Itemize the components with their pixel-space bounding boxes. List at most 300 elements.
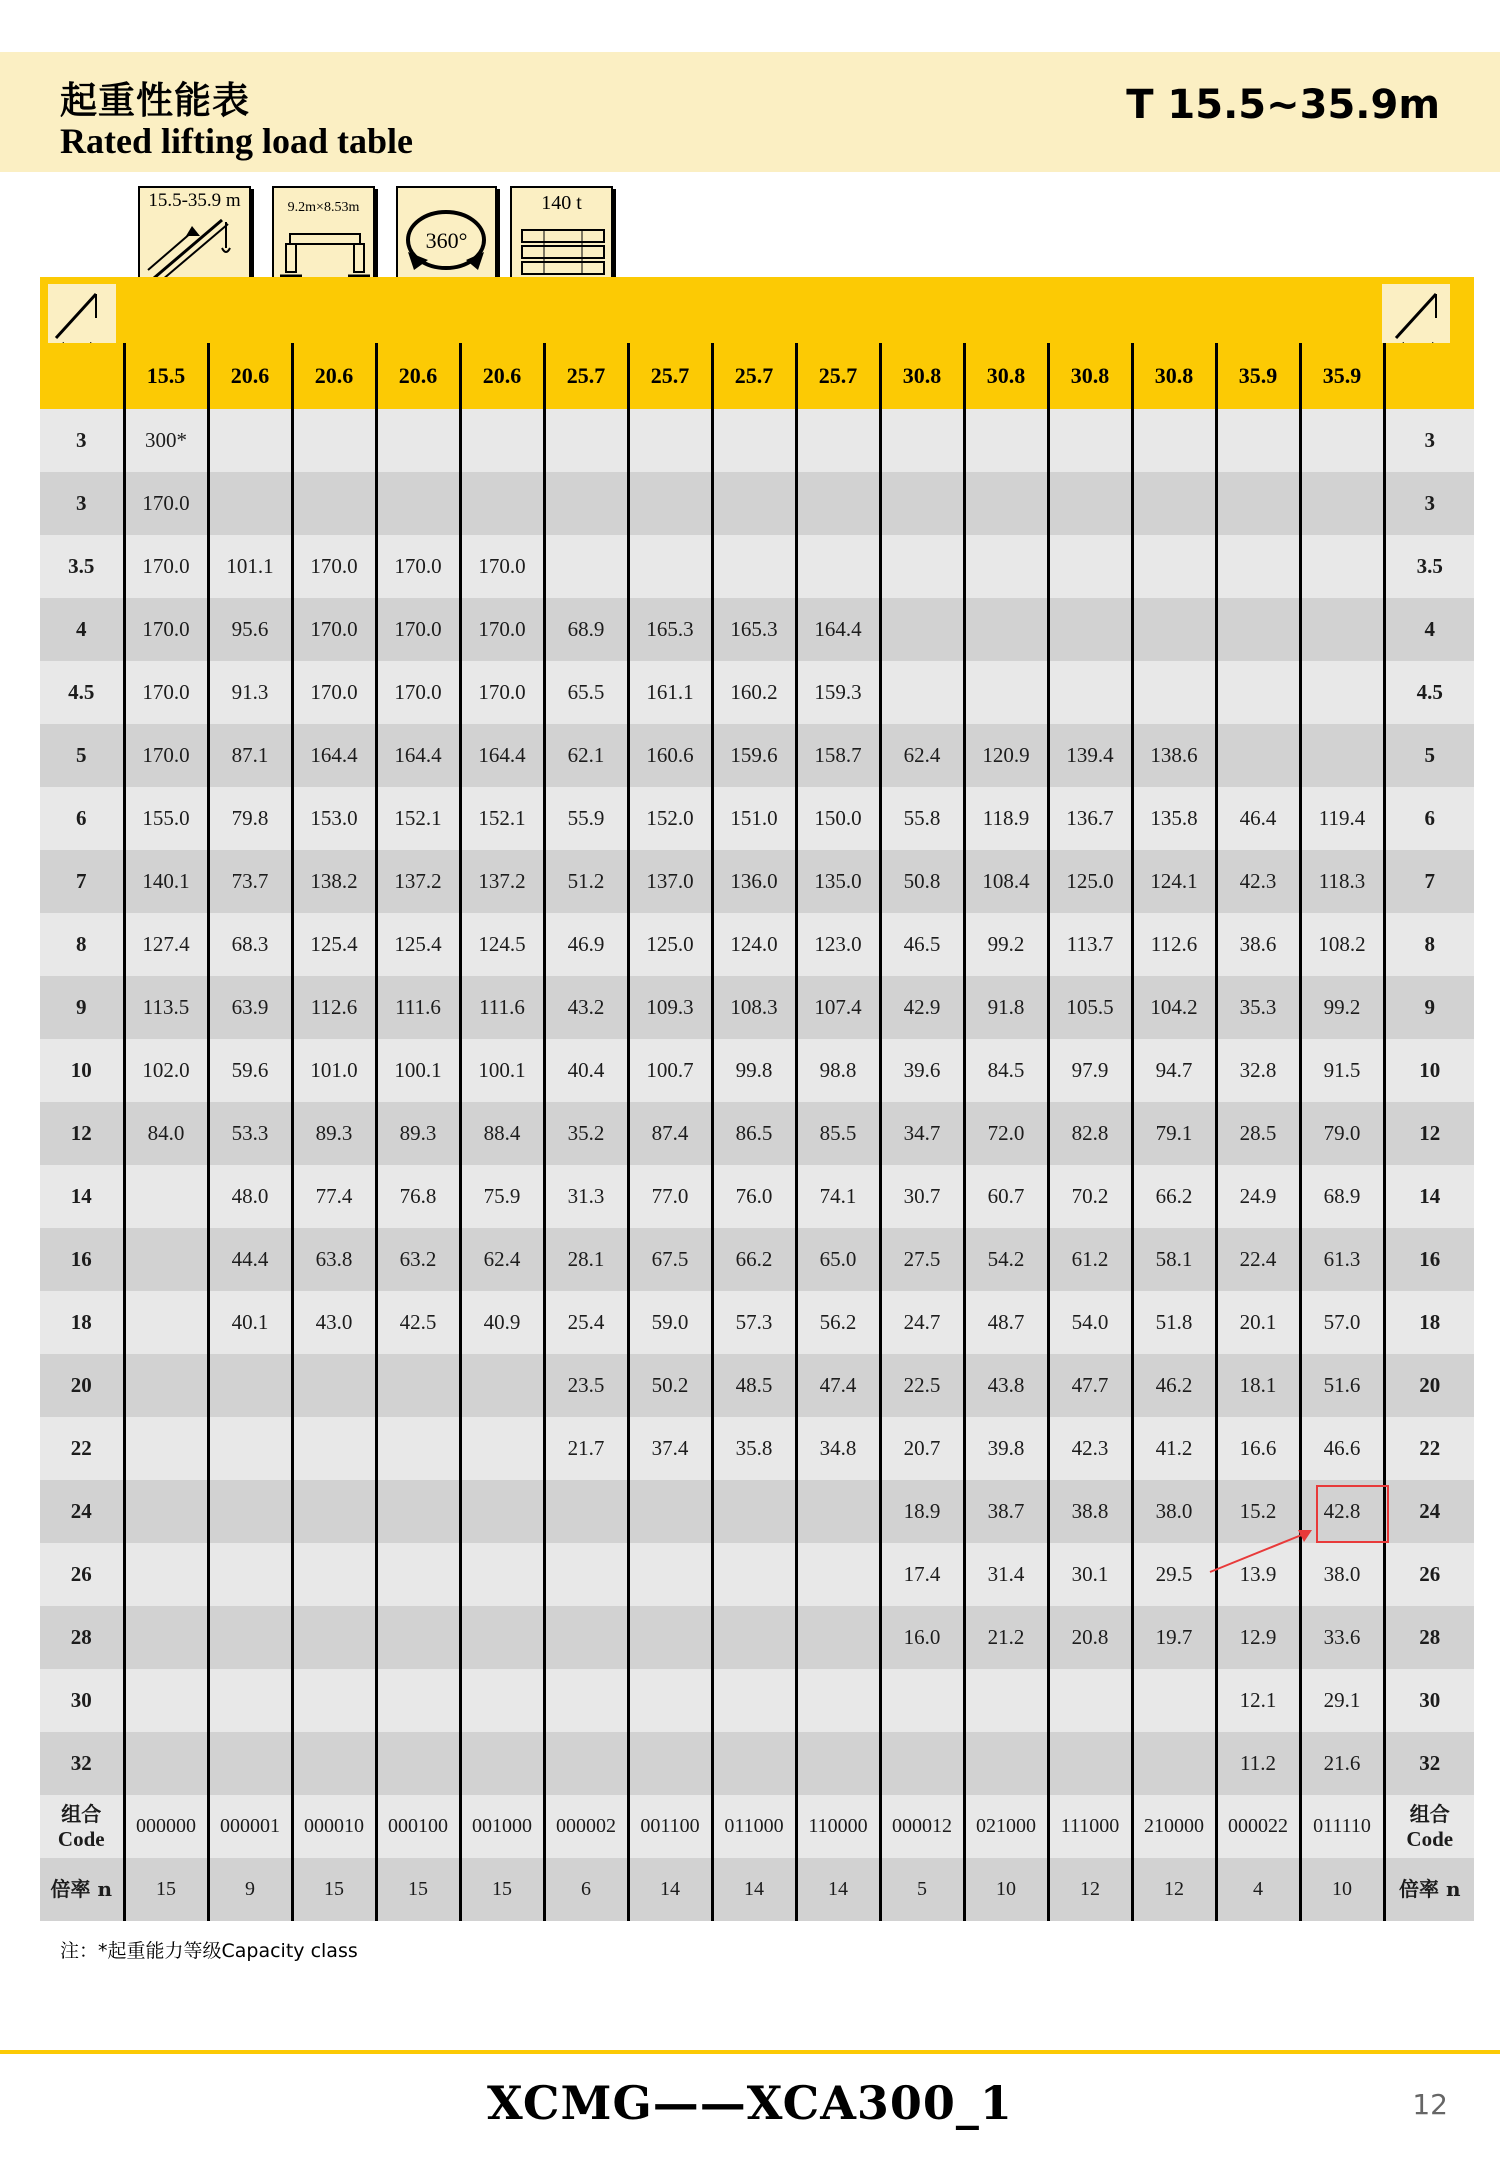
load-cell: 51.2 [544,850,628,913]
load-cell: 57.3 [712,1291,796,1354]
load-cell: 113.5 [124,976,208,1039]
radius-cell: 20 [1384,1354,1474,1417]
load-cell [1300,535,1384,598]
load-cell: 112.6 [1132,913,1216,976]
load-cell: 48.5 [712,1354,796,1417]
load-cell [292,1543,376,1606]
load-cell [376,1480,460,1543]
page-number: 12 [1412,2088,1448,2121]
load-cell: 152.1 [460,787,544,850]
radius-cell: 3 [1384,409,1474,472]
boom-length-header: 20.6 [292,343,376,409]
load-cell: 60.7 [964,1165,1048,1228]
load-cell [124,1543,208,1606]
load-cell: 170.0 [124,661,208,724]
boom-length-header: 35.9 [1216,343,1300,409]
load-cell: 119.4 [1300,787,1384,850]
load-cell [628,1669,712,1732]
radius-cell: 28 [1384,1606,1474,1669]
load-cell: 89.3 [292,1102,376,1165]
code-cell: 000022 [1216,1795,1300,1858]
load-cell: 108.2 [1300,913,1384,976]
load-cell: 152.0 [628,787,712,850]
code-cell: 001000 [460,1795,544,1858]
load-cell: 170.0 [460,598,544,661]
load-cell: 54.0 [1048,1291,1132,1354]
radius-cell: 26 [40,1543,124,1606]
load-cell [1048,472,1132,535]
load-cell: 31.3 [544,1165,628,1228]
load-cell: 62.4 [880,724,964,787]
load-cell [544,1606,628,1669]
load-cell: 87.1 [208,724,292,787]
load-cell: 32.8 [1216,1039,1300,1102]
load-cell: 40.1 [208,1291,292,1354]
load-cell: 65.5 [544,661,628,724]
load-cell: 43.8 [964,1354,1048,1417]
load-cell [208,472,292,535]
radius-cell: 12 [1384,1102,1474,1165]
table-row [40,1039,1474,1102]
load-cell: 124.1 [1132,850,1216,913]
load-cell [1132,1669,1216,1732]
radius-cell: 30 [1384,1669,1474,1732]
load-cell [1048,1669,1132,1732]
load-cell [1132,472,1216,535]
load-cell: 61.2 [1048,1228,1132,1291]
load-cell [1216,661,1300,724]
radius-cell: 7 [1384,850,1474,913]
load-cell [208,1417,292,1480]
load-cell: 113.7 [1048,913,1132,976]
load-cell: 118.9 [964,787,1048,850]
load-cell: 127.4 [124,913,208,976]
radius-cell: 16 [40,1228,124,1291]
load-cell [712,409,796,472]
load-cell: 30.1 [1048,1543,1132,1606]
load-cell [796,409,880,472]
load-cell: 16.6 [1216,1417,1300,1480]
load-cell [1048,661,1132,724]
load-cell: 28.5 [1216,1102,1300,1165]
table-row [40,1102,1474,1165]
radius-cell: 7 [40,850,124,913]
table-row [40,1354,1474,1417]
load-cell: 67.5 [628,1228,712,1291]
load-cell [544,1732,628,1795]
load-cell: 161.1 [628,661,712,724]
load-cell: 25.4 [544,1291,628,1354]
load-cell: 125.0 [1048,850,1132,913]
load-cell [796,1480,880,1543]
load-cell: 59.0 [628,1291,712,1354]
load-cell: 38.0 [1300,1543,1384,1606]
page-title-en: Rated lifting load table [60,121,414,161]
table-row [40,1228,1474,1291]
reeving-cell: 15 [460,1858,544,1921]
load-cell: 63.9 [208,976,292,1039]
load-cell [964,1669,1048,1732]
radius-cell: 5 [40,724,124,787]
footer-title: XCMG——XCA300_1 [487,2076,1013,2130]
load-cell: 120.9 [964,724,1048,787]
load-cell: 50.8 [880,850,964,913]
load-cell: 76.8 [376,1165,460,1228]
load-cell: 38.0 [1132,1480,1216,1543]
table-row [40,1732,1474,1795]
reeving-label-left: 倍率 n [40,1858,124,1921]
outrigger-span-icon [276,226,375,284]
load-cell [292,1354,376,1417]
reeving-cell: 15 [376,1858,460,1921]
reeving-row [40,1858,1474,1921]
load-cell: 101.0 [292,1039,376,1102]
load-cell: 42.3 [1048,1417,1132,1480]
load-cell: 42.5 [376,1291,460,1354]
radius-cell: 10 [40,1039,124,1102]
code-cell: 011000 [712,1795,796,1858]
load-cell: 170.0 [460,661,544,724]
load-cell: 79.0 [1300,1102,1384,1165]
boom-length-icon [142,214,251,284]
boom-length-header: 30.8 [1048,343,1132,409]
boom-length-header: 20.6 [376,343,460,409]
load-cell: 82.8 [1048,1102,1132,1165]
load-cell: 102.0 [124,1039,208,1102]
load-cell [376,1417,460,1480]
load-cell [124,1669,208,1732]
slewing-spec [396,186,497,287]
load-cell: 35.3 [1216,976,1300,1039]
boom-length-spec [138,186,251,287]
load-cell: 138.6 [1132,724,1216,787]
load-table [40,343,1474,1921]
load-cell [712,472,796,535]
load-cell [124,1480,208,1543]
load-cell: 94.7 [1132,1039,1216,1102]
code-cell: 000002 [544,1795,628,1858]
reeving-cell: 14 [796,1858,880,1921]
load-cell: 165.3 [712,598,796,661]
load-cell [1132,661,1216,724]
load-cell: 42.3 [1216,850,1300,913]
load-cell: 22.5 [880,1354,964,1417]
reeving-cell: 10 [964,1858,1048,1921]
load-cell: 170.0 [292,598,376,661]
load-cell [1216,409,1300,472]
load-cell: 100.1 [376,1039,460,1102]
code-cell: 001100 [628,1795,712,1858]
load-cell: 79.8 [208,787,292,850]
load-cell: 155.0 [124,787,208,850]
radius-cell: 3 [40,409,124,472]
load-cell [544,1669,628,1732]
radius-cell: 6 [40,787,124,850]
load-cell [964,661,1048,724]
load-cell: 46.2 [1132,1354,1216,1417]
load-cell: 91.5 [1300,1039,1384,1102]
load-cell [460,1732,544,1795]
reeving-cell: 15 [124,1858,208,1921]
load-cell: 51.8 [1132,1291,1216,1354]
load-cell [628,1480,712,1543]
load-cell: 30.7 [880,1165,964,1228]
load-cell: 62.1 [544,724,628,787]
load-cell: 164.4 [376,724,460,787]
load-cell [376,1354,460,1417]
load-cell: 63.8 [292,1228,376,1291]
load-cell [376,409,460,472]
load-cell: 38.8 [1048,1480,1132,1543]
load-cell [460,1354,544,1417]
load-cell: 63.2 [376,1228,460,1291]
load-cell: 46.9 [544,913,628,976]
load-cell: 35.2 [544,1102,628,1165]
load-cell: 46.6 [1300,1417,1384,1480]
radius-cell: 32 [40,1732,124,1795]
load-cell [124,1354,208,1417]
load-cell [544,1543,628,1606]
load-cell [628,1606,712,1669]
load-cell: 74.1 [796,1165,880,1228]
load-cell: 39.6 [880,1039,964,1102]
radius-cell: 28 [40,1606,124,1669]
load-cell: 105.5 [1048,976,1132,1039]
load-cell [292,409,376,472]
load-cell [1132,535,1216,598]
load-cell [460,1417,544,1480]
load-cell [208,409,292,472]
load-cell [1048,598,1132,661]
radius-cell: 32 [1384,1732,1474,1795]
boom-length-header: 35.9 [1300,343,1384,409]
load-cell: 170.0 [376,598,460,661]
load-cell: 97.9 [1048,1039,1132,1102]
radius-icon-right [1382,284,1450,352]
table-row [40,850,1474,913]
load-cell: 66.2 [712,1228,796,1291]
boom-length-header: 25.7 [796,343,880,409]
load-cell: 91.8 [964,976,1048,1039]
code-cell: 000000 [124,1795,208,1858]
load-cell: 170.0 [124,724,208,787]
load-cell: 164.4 [292,724,376,787]
load-cell [292,1606,376,1669]
radius-cell: 20 [40,1354,124,1417]
code-cell: 210000 [1132,1795,1216,1858]
footnote: 注：*起重能力等级Capacity class [60,1940,358,1962]
load-cell: 21.2 [964,1606,1048,1669]
load-cell [124,1732,208,1795]
load-cell [628,472,712,535]
load-cell: 170.0 [376,535,460,598]
table-row [40,913,1474,976]
boom-length-header: 25.7 [544,343,628,409]
load-cell: 159.3 [796,661,880,724]
load-cell: 85.5 [796,1102,880,1165]
radius-cell: 3.5 [1384,535,1474,598]
radius-icon-left [48,284,116,352]
load-cell [964,409,1048,472]
load-cell [880,598,964,661]
radius-cell: 5 [1384,724,1474,787]
load-cell: 27.5 [880,1228,964,1291]
radius-cell: 14 [40,1165,124,1228]
load-cell: 138.2 [292,850,376,913]
load-cell: 43.0 [292,1291,376,1354]
counterweight-spec [510,186,613,287]
radius-cell: 4.5 [40,661,124,724]
load-cell: 112.6 [292,976,376,1039]
load-cell [460,472,544,535]
load-cell [460,1543,544,1606]
load-cell: 137.0 [628,850,712,913]
load-cell: 73.7 [208,850,292,913]
boom-length-header: 30.8 [964,343,1048,409]
code-row [40,1795,1474,1858]
load-cell [124,1228,208,1291]
load-cell: 136.0 [712,850,796,913]
load-cell: 17.4 [880,1543,964,1606]
load-cell: 118.3 [1300,850,1384,913]
load-cell [376,1543,460,1606]
code-cell: 021000 [964,1795,1048,1858]
load-cell: 68.9 [1300,1165,1384,1228]
reeving-cell: 10 [1300,1858,1384,1921]
load-cell [124,1291,208,1354]
load-cell: 12.1 [1216,1669,1300,1732]
load-cell: 84.5 [964,1039,1048,1102]
reeving-cell: 9 [208,1858,292,1921]
load-cell [796,1606,880,1669]
load-cell: 44.4 [208,1228,292,1291]
load-cell: 48.7 [964,1291,1048,1354]
load-cell [208,1354,292,1417]
load-cell: 42.8 [1300,1480,1384,1543]
load-cell: 46.5 [880,913,964,976]
load-cell [292,1732,376,1795]
load-cell: 68.9 [544,598,628,661]
table-row [40,661,1474,724]
load-cell [1300,724,1384,787]
load-cell [1132,409,1216,472]
load-cell: 47.7 [1048,1354,1132,1417]
load-cell: 89.3 [376,1102,460,1165]
radius-cell: 3.5 [40,535,124,598]
load-cell: 76.0 [712,1165,796,1228]
load-cell [544,409,628,472]
load-cell: 75.9 [460,1165,544,1228]
load-cell: 58.1 [1132,1228,1216,1291]
boom-length-header-row [40,343,1474,409]
load-cell: 86.5 [712,1102,796,1165]
load-cell [208,1606,292,1669]
radius-cell: 3 [1384,472,1474,535]
load-cell: 54.2 [964,1228,1048,1291]
footer-divider [0,2050,1500,2054]
load-cell: 40.9 [460,1291,544,1354]
load-cell [628,535,712,598]
code-label-cn: 组合 [1409,1801,1450,1826]
load-cell: 12.9 [1216,1606,1300,1669]
radius-cell: 9 [40,976,124,1039]
load-cell: 11.2 [1216,1732,1300,1795]
radius-cell: 22 [1384,1417,1474,1480]
load-cell: 79.1 [1132,1102,1216,1165]
radius-cell: 22 [40,1417,124,1480]
load-cell [796,1669,880,1732]
radius-cell: 3 [40,472,124,535]
boom-length-header: 30.8 [880,343,964,409]
load-cell [628,409,712,472]
load-cell [292,1669,376,1732]
load-cell [1216,724,1300,787]
crane-radius-icon [1382,284,1450,352]
table-row [40,787,1474,850]
load-cell: 35.8 [712,1417,796,1480]
table-row [40,1606,1474,1669]
load-cell [1216,472,1300,535]
load-cell: 108.4 [964,850,1048,913]
load-cell: 135.8 [1132,787,1216,850]
load-cell: 40.4 [544,1039,628,1102]
boom-range-title: T 15.5~35.9m [1126,82,1440,128]
load-cell: 59.6 [208,1039,292,1102]
load-cell: 50.2 [628,1354,712,1417]
load-cell: 151.0 [712,787,796,850]
load-cell [712,1543,796,1606]
code-label-en: Code [1406,1826,1454,1851]
code-label-left [40,1795,124,1858]
boom-length-label: 15.5-35.9 m [148,190,241,211]
boom-length-header: 30.8 [1132,343,1216,409]
load-cell: 109.3 [628,976,712,1039]
load-cell: 111.6 [460,976,544,1039]
load-cell [460,1606,544,1669]
load-cell: 160.6 [628,724,712,787]
load-cell: 31.4 [964,1543,1048,1606]
load-cell [964,1732,1048,1795]
load-cell: 66.2 [1132,1165,1216,1228]
reeving-cell: 15 [292,1858,376,1921]
load-cell: 15.2 [1216,1480,1300,1543]
load-cell [712,1480,796,1543]
load-cell: 123.0 [796,913,880,976]
load-cell [1048,1732,1132,1795]
load-cell [124,1417,208,1480]
load-cell: 88.4 [460,1102,544,1165]
load-cell [712,535,796,598]
load-cell [880,535,964,598]
outrigger-span-label: 9.2m×8.53m [287,200,360,215]
load-cell [1300,661,1384,724]
load-cell [1300,472,1384,535]
radius-cell: 8 [40,913,124,976]
load-cell [376,1606,460,1669]
load-cell: 164.4 [460,724,544,787]
load-cell: 21.6 [1300,1732,1384,1795]
load-cell [880,472,964,535]
load-cell [880,1732,964,1795]
radius-cell: 18 [1384,1291,1474,1354]
load-cell: 125.0 [628,913,712,976]
reeving-cell: 12 [1048,1858,1132,1921]
load-cell: 91.3 [208,661,292,724]
load-cell: 84.0 [124,1102,208,1165]
load-cell [1132,1732,1216,1795]
load-cell: 38.6 [1216,913,1300,976]
load-cell [460,1480,544,1543]
